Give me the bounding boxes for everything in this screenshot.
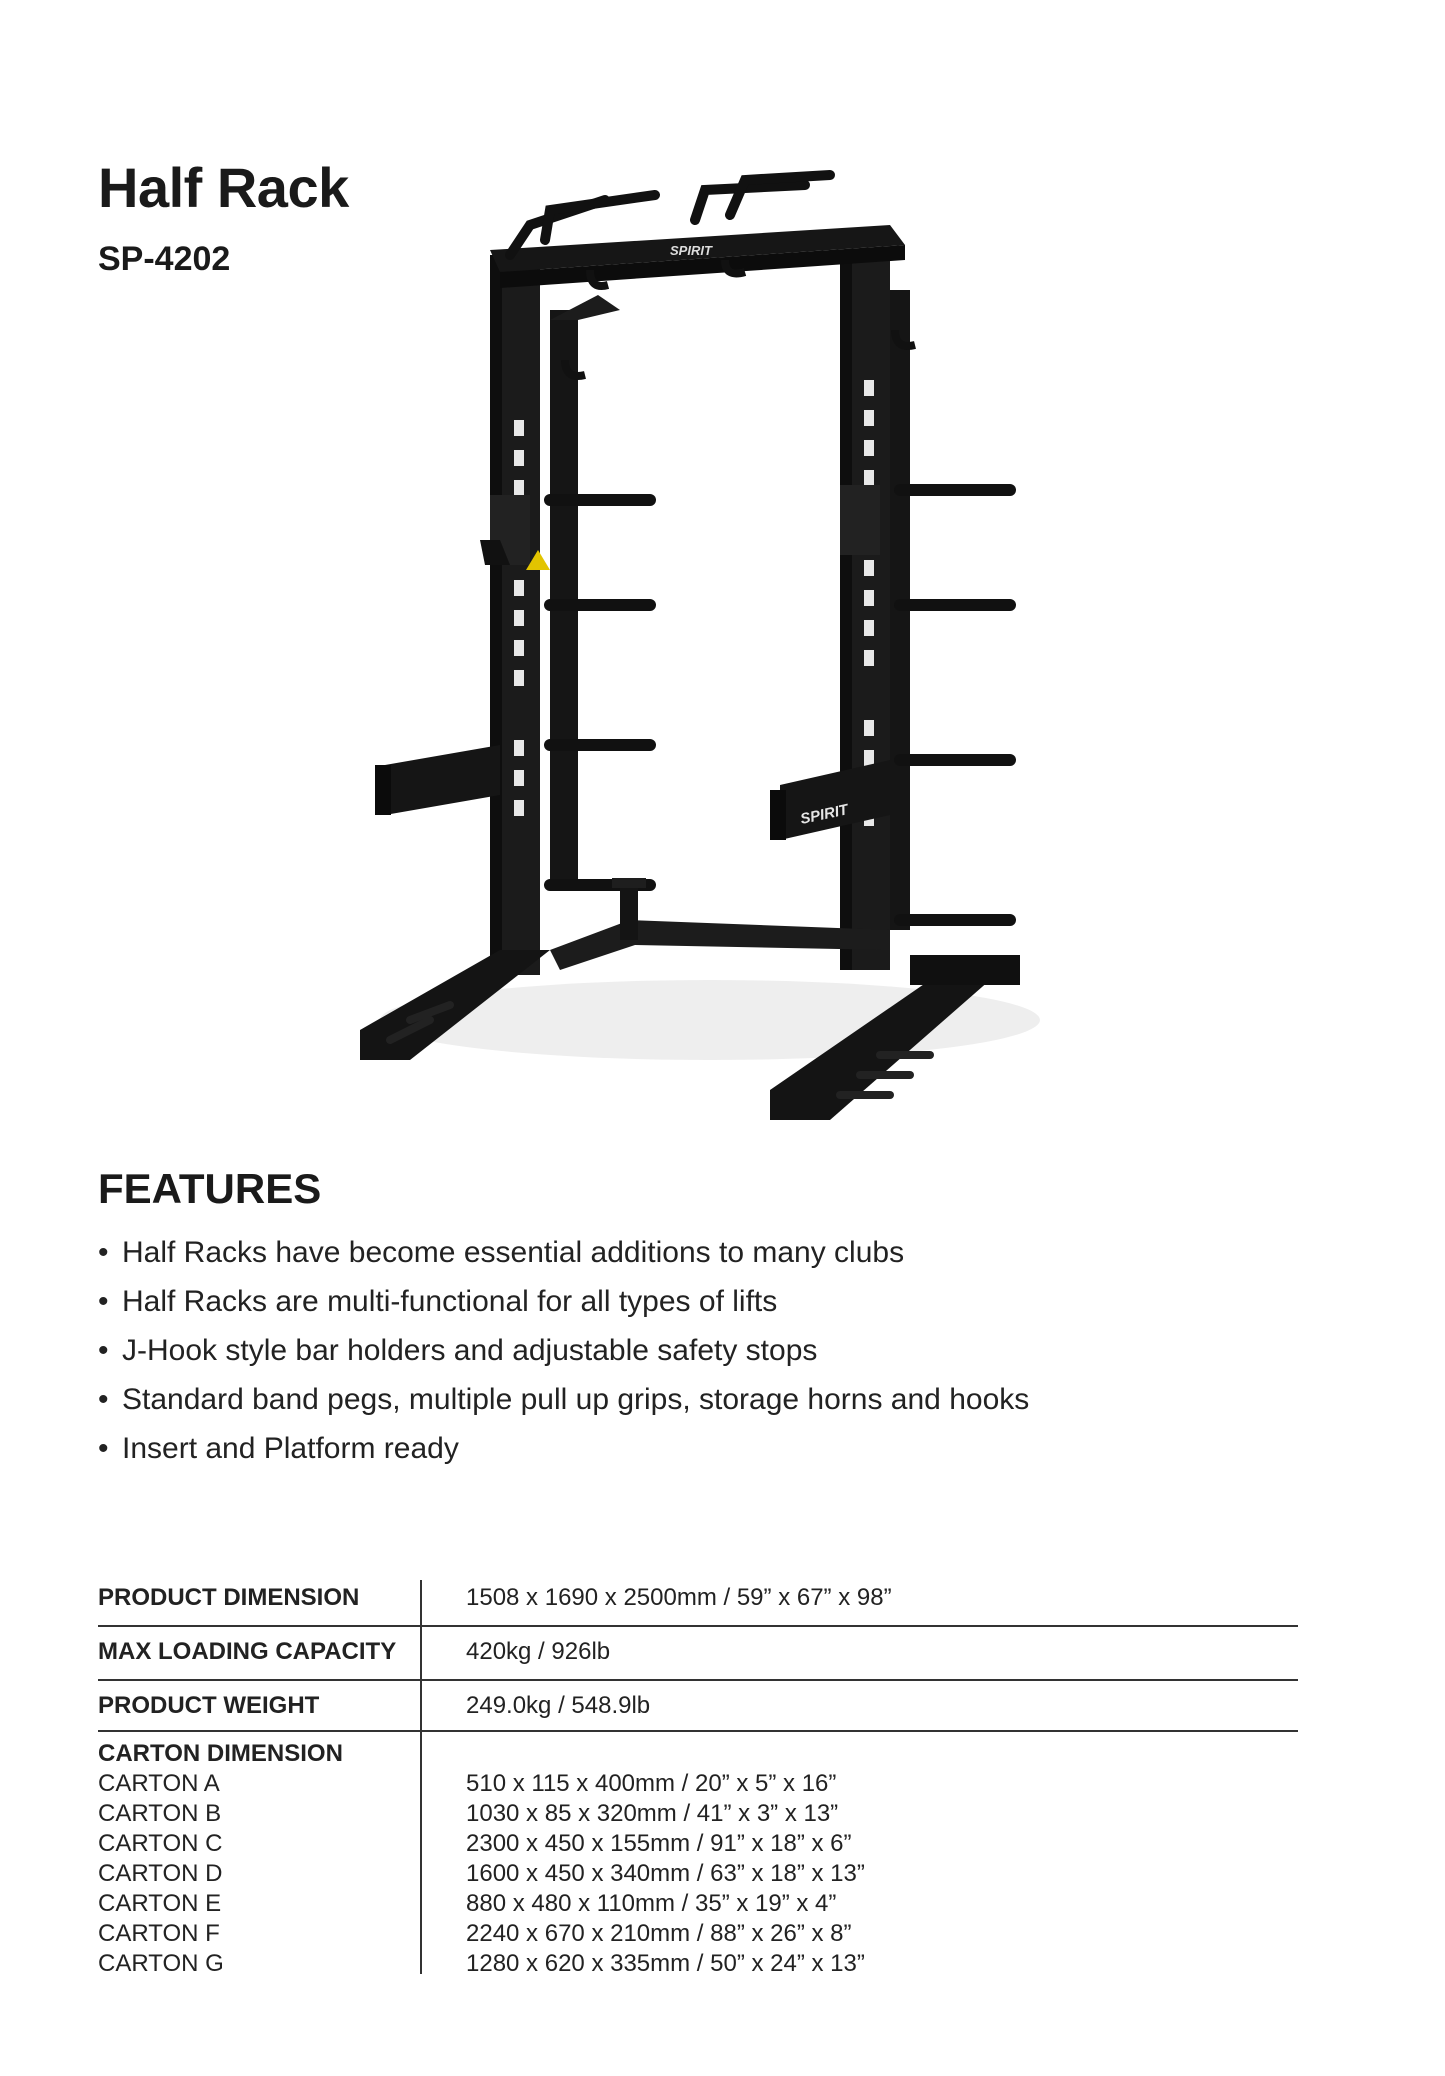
bullet-icon: •	[98, 1285, 109, 1318]
bullet-icon: •	[98, 1432, 109, 1465]
table-row: CARTON D 1600 x 450 x 340mm / 63” x 18” x 13”	[98, 1860, 865, 1887]
table-row: CARTON A 510 x 115 x 400mm / 20” x 5” x 16”	[98, 1770, 837, 1797]
features-list	[98, 1228, 1029, 1473]
brand-label-side: SPIRIT	[798, 801, 850, 828]
list-item: • Half Racks have become essential additions to many clubs	[98, 1228, 1029, 1277]
features-heading: FEATURES	[98, 1165, 322, 1212]
bullet-icon: •	[98, 1383, 109, 1416]
table-row: CARTON G 1280 x 620 x 335mm / 50” x 24” x 13”	[98, 1950, 865, 1977]
spec-label: PRODUCT WEIGHT	[98, 1692, 320, 1719]
spec-label: CARTON DIMENSION	[98, 1740, 343, 1767]
page-title: Half Rack	[98, 156, 349, 219]
spec-label: PRODUCT DIMENSION	[98, 1584, 360, 1611]
spec-value: 420kg / 926lb	[466, 1638, 611, 1665]
spec-label: MAX LOADING CAPACITY	[98, 1638, 397, 1665]
table-row: CARTON B 1030 x 85 x 320mm / 41” x 3” x 13”	[98, 1800, 839, 1827]
bullet-icon: •	[98, 1334, 109, 1367]
divider	[98, 1730, 1298, 1732]
list-item: • Standard band pegs, multiple pull up grips, storage horns and hooks	[98, 1375, 1029, 1424]
product-image	[350, 160, 1050, 1140]
list-item: • Half Racks are multi-functional for all types of lifts	[98, 1277, 1029, 1326]
list-item: • J-Hook style bar holders and adjustable safety stops	[98, 1326, 1029, 1375]
divider	[98, 1679, 1298, 1681]
brand-label-top: SPIRIT	[670, 243, 712, 258]
divider	[98, 1625, 1298, 1627]
table-row: CARTON F 2240 x 670 x 210mm / 88” x 26” x 8”	[98, 1920, 852, 1947]
bullet-icon: •	[98, 1236, 109, 1269]
list-item: • Insert and Platform ready	[98, 1424, 1029, 1473]
spec-value: 1508 x 1690 x 2500mm / 59” x 67” x 98”	[466, 1584, 892, 1611]
table-row: CARTON C 2300 x 450 x 155mm / 91” x 18” x 6”	[98, 1830, 852, 1857]
table-row: CARTON E 880 x 480 x 110mm / 35” x 19” x 4”	[98, 1890, 837, 1917]
model-number: SP-4202	[98, 240, 231, 278]
spec-value: 249.0kg / 548.9lb	[466, 1692, 651, 1719]
